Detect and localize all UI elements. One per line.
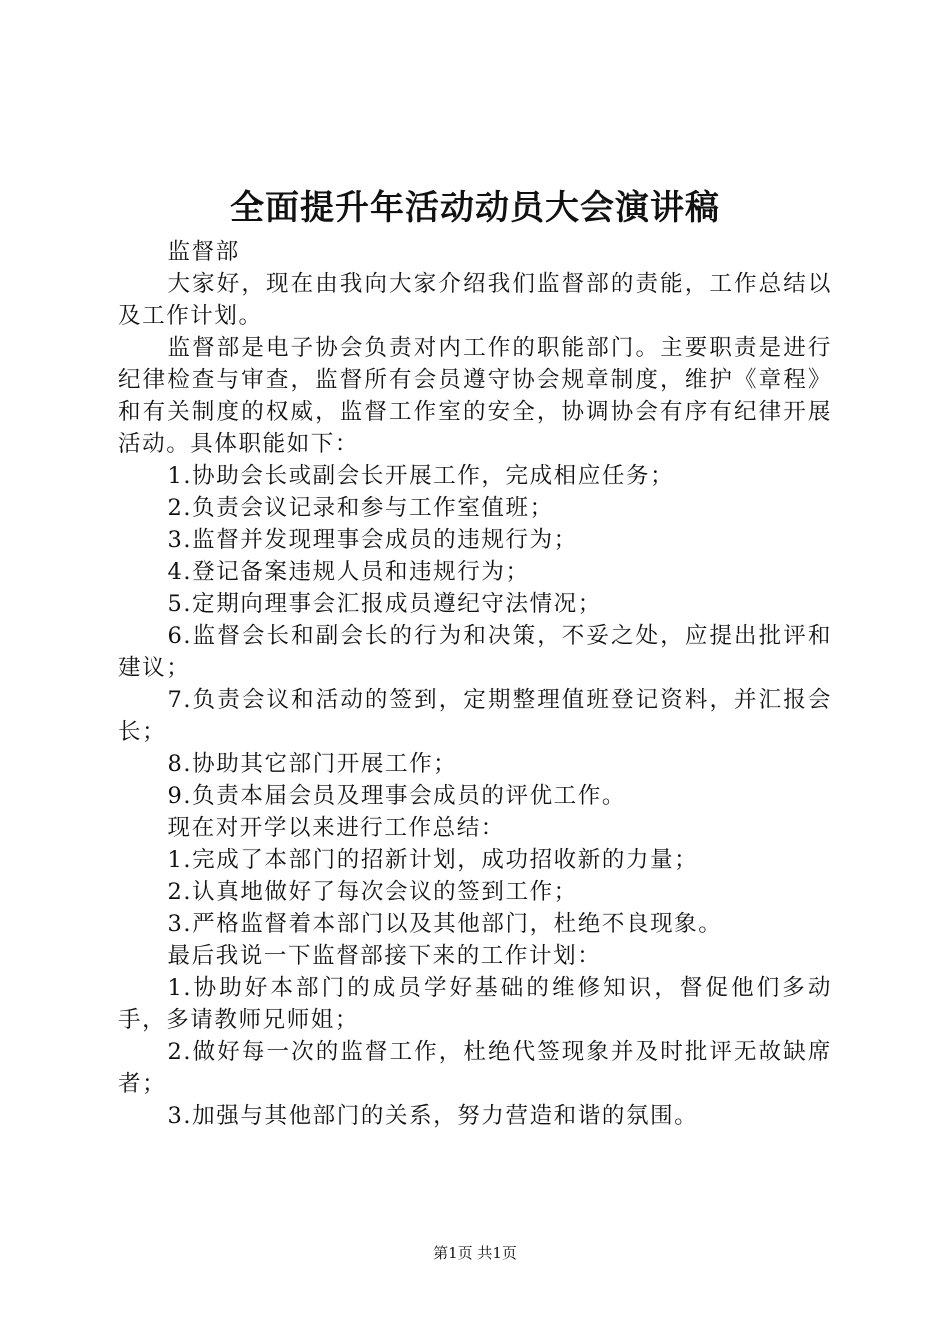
paragraph: 监督部 [167,239,240,265]
list-item: 3.严格监督着本部门以及其他部门，杜绝不良现象。 [167,911,723,937]
paragraph: 最后我说一下监督部接下来的工作计划： [167,943,602,969]
document-body [118,236,832,1132]
list-item: 3.监督并发现理事会成员的违规行为； [167,527,578,553]
paragraph: 监督部是电子协会负责对内工作的职能部门。主要职责是进行纪律检查与审查，监督所有会员遵守协会规章制度，维护《章程》和有关制度的权威，监督工作室的安全，协调协会有序有纪律开展活动。具体职能如下： [118,335,832,457]
list-item: 1.协助会长或副会长开展工作，完成相应任务； [167,463,675,489]
list-item: 2.认真地做好了每次会议的签到工作； [167,879,578,905]
list-item: 2.负责会议记录和参与工作室值班； [167,495,554,521]
list-item: 3.加强与其他部门的关系，努力营造和谐的氛围。 [167,1103,699,1129]
page-footer: 第1页 共1页 [433,1244,517,1262]
list-item: 8.协助其它部门开展工作； [167,751,458,777]
list-item: 6.监督会长和副会长的行为和决策，不妥之处，应提出批评和建议； [118,623,832,681]
list-item: 7.负责会议和活动的签到，定期整理值班登记资料，并汇报会长； [118,687,832,745]
list-item: 2.做好每一次的监督工作，杜绝代签现象并及时批评无故缺席者； [118,1039,832,1097]
paragraph: 大家好，现在由我向大家介绍我们监督部的责能，工作总结以及工作计划。 [118,271,832,329]
document-title: 全面提升年活动动员大会演讲稿 [230,188,720,228]
list-item: 1.协助好本部门的成员学好基础的维修知识，督促他们多动手，多请教师兄师姐； [118,975,832,1033]
list-item: 1.完成了本部门的招新计划，成功招收新的力量； [167,847,699,873]
list-item: 9.负责本届会员及理事会成员的评优工作。 [167,783,626,809]
list-item: 5.定期向理事会汇报成员遵纪守法情况； [167,591,602,617]
paragraph: 现在对开学以来进行工作总结： [167,815,505,841]
list-item: 4.登记备案违规人员和违规行为； [167,559,530,585]
